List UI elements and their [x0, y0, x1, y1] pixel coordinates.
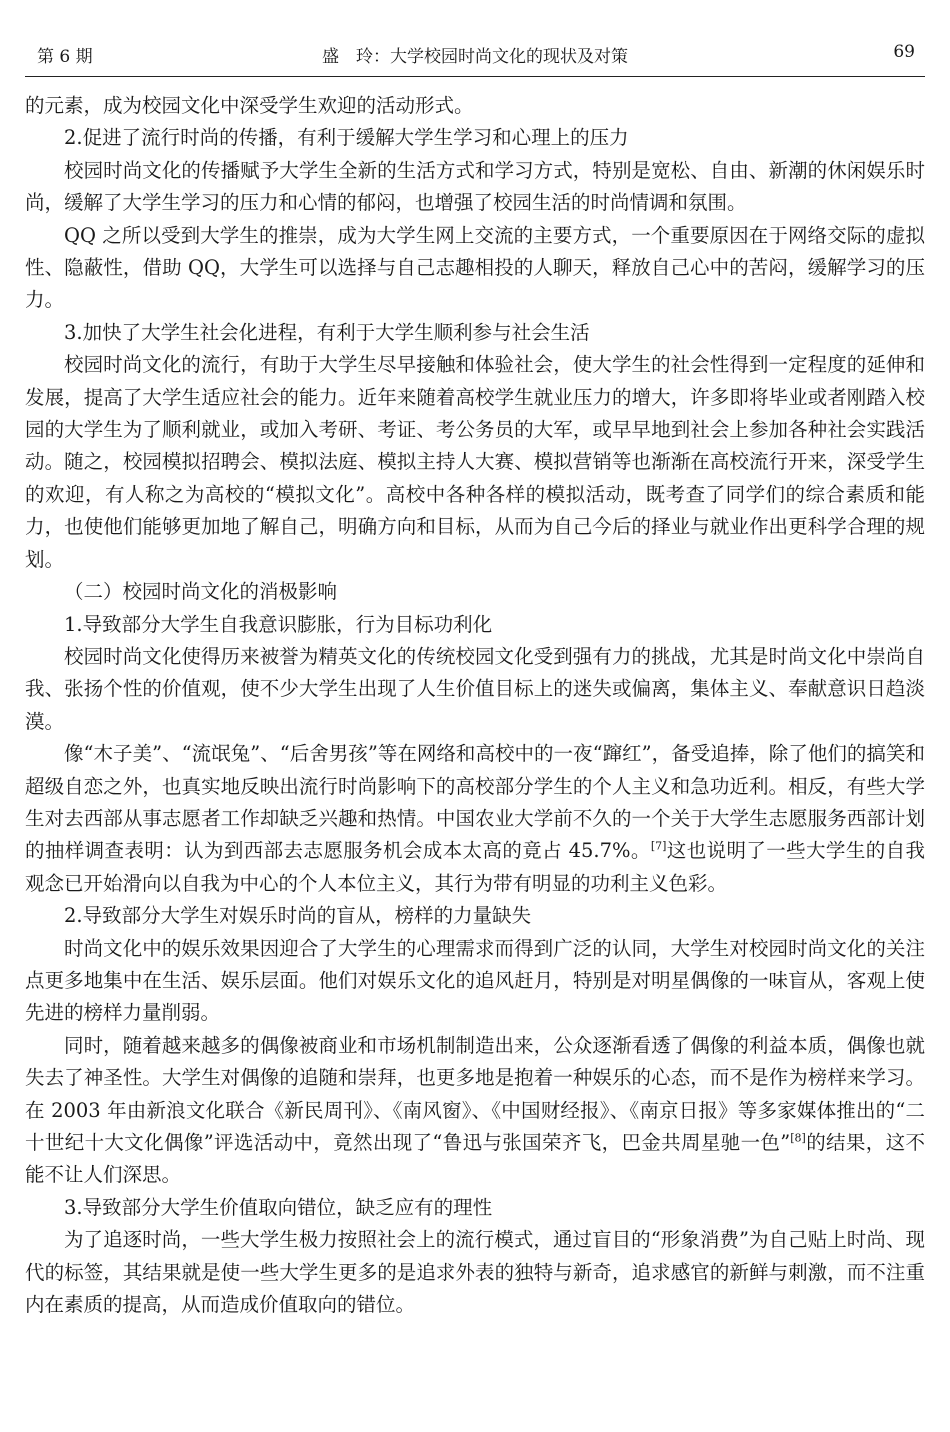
subheading-2: 2.促进了流行时尚的传播，有利于缓解大学生学习和心理上的压力 [64, 126, 629, 150]
subheading-3: 3.导致部分大学生价值取向错位，缺乏应有的理性 [64, 1195, 493, 1219]
paragraph-text: 这也说明了一些大学生的自我观念已开始滑向以自我为中心的个人本位主义，其行为带有明显的功利主义色彩。 [25, 839, 925, 895]
paragraph-text: 的结果，这不能不让人们深思。 [25, 1131, 925, 1187]
paragraph: 时尚文化中的娱乐效果因迎合了大学生的心理需求而得到广泛的认同，大学生对校园时尚文化的关注点更多地集中在生活、娱乐层面。他们对娱乐文化的追风赶月，特别是对明星偶像的一味盲从，客观上使先进的榜样力量削弱。 [25, 936, 925, 1025]
paragraph: 为了追逐时尚，一些大学生极力按照社会上的流行模式，通过盲目的“形象消费”为自己贴上时尚、现代的标签，其结果就是使一些大学生更多的是追求外表的独特与新奇，追求感官的新鲜与刺激，而不注重内在素质的提高，从而造成价值取向的错位。 [25, 1228, 925, 1317]
page-number: 69 [893, 42, 915, 62]
paragraph-with-citation [25, 1030, 925, 1192]
subheading-3: 3.加快了大学生社会化进程，有利于大学生顺利参与社会生活 [64, 320, 590, 344]
citation-7: [7] [650, 839, 667, 853]
paragraph-text: 同时，随着越来越多的偶像被商业和市场机制制造出来，公众逐渐看透了偶像的利益本质，偶像也就失去了神圣性。大学生对偶像的追随和崇拜，也更多地是抱着一种娱乐的心态，而不是作为榜样来学习。在 2003 年由新浪文化联合《新民周刊》、《南风窗》、《中国财经报》、《南京日报》等多家媒体推出的“二十世纪十大文化偶像”评选活动中，竟然出现了“鲁迅与张国荣齐飞，巴金共周星驰一色” [25, 1033, 925, 1154]
subheading-2: 2.导致部分大学生对娱乐时尚的盲从，榜样的力量缺失 [64, 904, 532, 928]
running-header [25, 40, 925, 70]
paragraph: 校园时尚文化的传播赋予大学生全新的生活方式和学习方式，特别是宽松、自由、新潮的休闲娱乐时尚，缓解了大学生学习的压力和心情的郁闷，也增强了校园生活的时尚情调和氛围。 [25, 158, 925, 215]
running-title: 盛 玲：大学校园时尚文化的现状及对策 [322, 47, 628, 67]
citation-8: [8] [790, 1131, 806, 1145]
paragraph: QQ 之所以受到大学生的推崇，成为大学生网上交流的主要方式，一个重要原因在于网络交际的虚拟性、隐蔽性，借助 QQ，大学生可以选择与自己志趣相投的人聊天，释放自己心中的苦闷，缓解学习的压力。 [25, 223, 925, 312]
paragraph-text: 像“木子美”、“流氓兔”、“后舍男孩”等在网络和高校中的一夜“蹿红”，备受追捧，除了他们的搞笑和超级自恋之外，也真实地反映出流行时尚影响下的高校部分学生的个人主义和急功近利。相反，有些大学生对去西部从事志愿者工作却缺乏兴趣和热情。中国农业大学前不久的一个关于大学生志愿服务西部计划的抽样调查表明：认为到西部去志愿服务机会成本太高的竟占 45.7%。 [25, 742, 925, 863]
section-heading: （二）校园时尚文化的消极影响 [64, 580, 338, 604]
paragraph-with-citation [25, 738, 925, 900]
paragraph: 校园时尚文化使得历来被誉为精英文化的传统校园文化受到强有力的挑战，尤其是时尚文化中崇尚自我、张扬个性的价值观，使不少大学生出现了人生价值目标上的迷失或偏离，集体主义、奉献意识日趋淡漠。 [25, 644, 925, 733]
issue-label: 第 6 期 [37, 47, 93, 67]
header-rule [25, 76, 925, 77]
paragraph-continued: 的元素，成为校园文化中深受学生欢迎的活动形式。 [25, 94, 474, 117]
subheading-1: 1.导致部分大学生自我意识膨胀，行为目标功利化 [64, 612, 493, 636]
article-body [25, 90, 925, 1321]
paragraph: 校园时尚文化的流行，有助于大学生尽早接触和体验社会，使大学生的社会性得到一定程度的延伸和发展，提高了大学生适应社会的能力。近年来随着高校学生就业压力的增大，许多即将毕业或者刚踏入校园的大学生为了顺利就业，或加入考研、考证、考公务员的大军，或早早地到社会上参加各种社会实践活动。随之，校园模拟招聘会、模拟法庭、模拟主持人大赛、模拟营销等也渐渐在高校流行开来，深受学生的欢迎，有人称之为高校的“模拟文化”。高校中各种各样的模拟活动，既考查了同学们的综合素质和能力，也使他们能够更加地了解自己，明确方向和目标，从而为自己今后的择业与就业作出更科学合理的规划。 [25, 353, 925, 571]
